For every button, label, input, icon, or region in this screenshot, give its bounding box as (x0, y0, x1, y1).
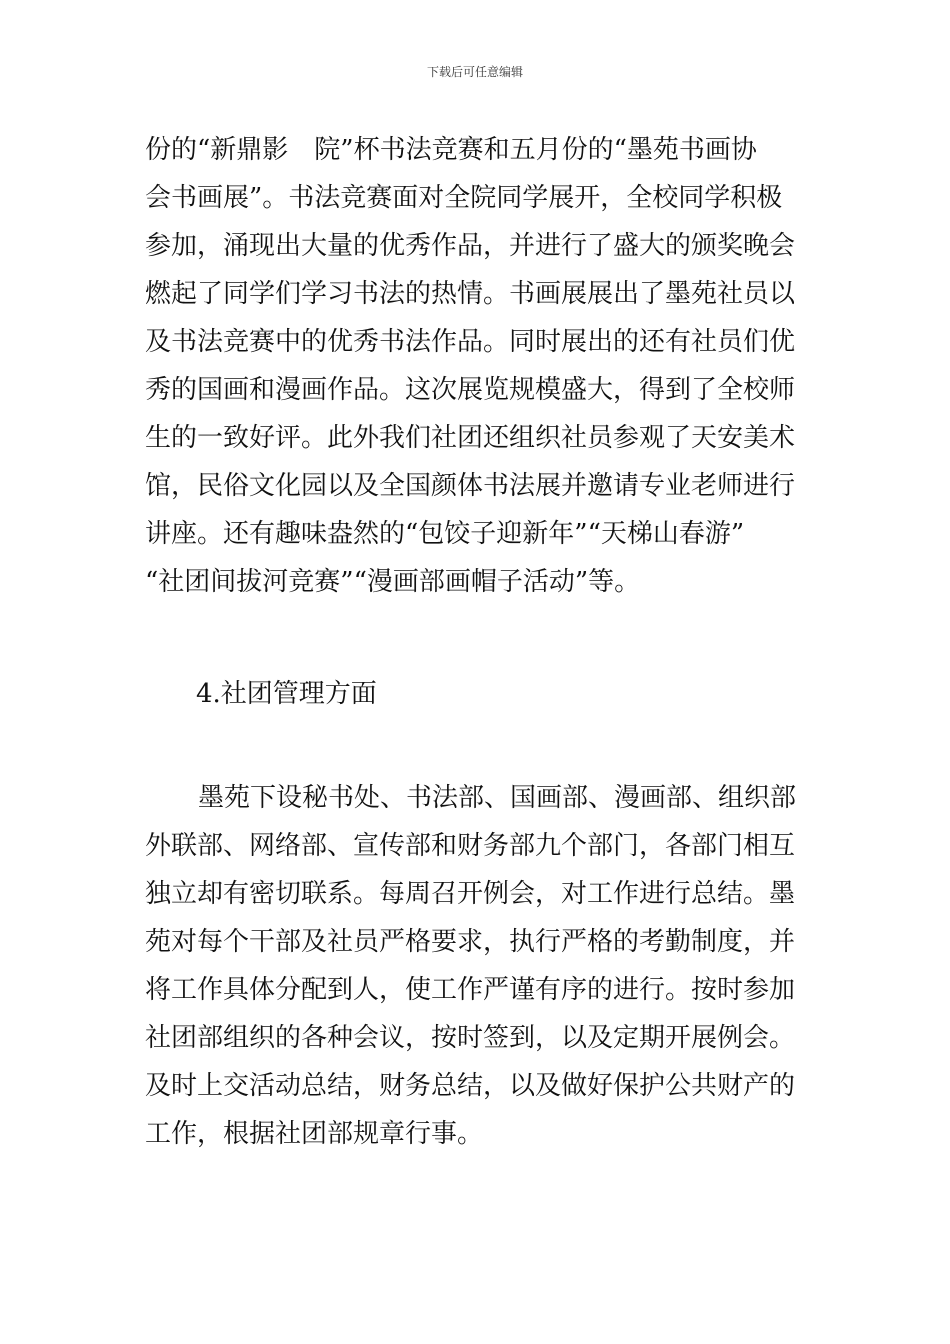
text-line: 会书画展”。书法竞赛面对全院同学展开，全校同学积极 (145, 183, 783, 213)
text-line: 参加，涌现出大量的优秀作品，并进行了盛大的颁奖晚会 (145, 231, 796, 261)
text-line: 及时上交活动总结，财务总结，以及做好保护公共财产的 (145, 1071, 796, 1101)
text-line: 及书法竞赛中的优秀书法作品。同时展出的还有社员们优 (145, 327, 796, 357)
text-line: 秀的国画和漫画作品。这次展览规模盛大，得到了全校师 (145, 375, 796, 405)
text-line: 工作，根据社团部规章行事。 (145, 1119, 484, 1149)
text-line: 生的一致好评。此外我们社团还组织社员参观了天安美术 (145, 423, 796, 453)
section-heading: 4.社团管理方面 (196, 679, 377, 709)
text-line: 讲座。还有趣味盎然的“包饺子迎新年”“天梯山春游” (145, 519, 745, 549)
text-line: 墨苑下设秘书处、书法部、国画部、漫画部、组织部 (198, 783, 797, 813)
text-line: “社团间拔河竞赛”“漫画部画帽子活动”等。 (145, 567, 641, 597)
text-line: 社团部组织的各种会议，按时签到，以及定期开展例会。 (145, 1023, 796, 1053)
text-line: 独立却有密切联系。每周召开例会，对工作进行总结。墨 (145, 879, 796, 909)
text-line: 燃起了同学们学习书法的热情。书画展展出了墨苑社员以 (145, 279, 796, 309)
text-line: 将工作具体分配到人，使工作严谨有序的进行。按时参加 (145, 975, 796, 1005)
text-line: 馆，民俗文化园以及全国颜体书法展并邀请专业老师进行 (145, 471, 796, 501)
text-line: 外联部、网络部、宣传部和财务部九个部门，各部门相互 (145, 831, 796, 861)
text-line: 份的“新鼎影 院”杯书法竞赛和五月份的“墨苑书画协 (145, 135, 757, 165)
page-header: 下载后可任意编辑 (426, 65, 523, 79)
text-line: 苑对每个干部及社员严格要求，执行严格的考勤制度，并 (145, 927, 796, 957)
